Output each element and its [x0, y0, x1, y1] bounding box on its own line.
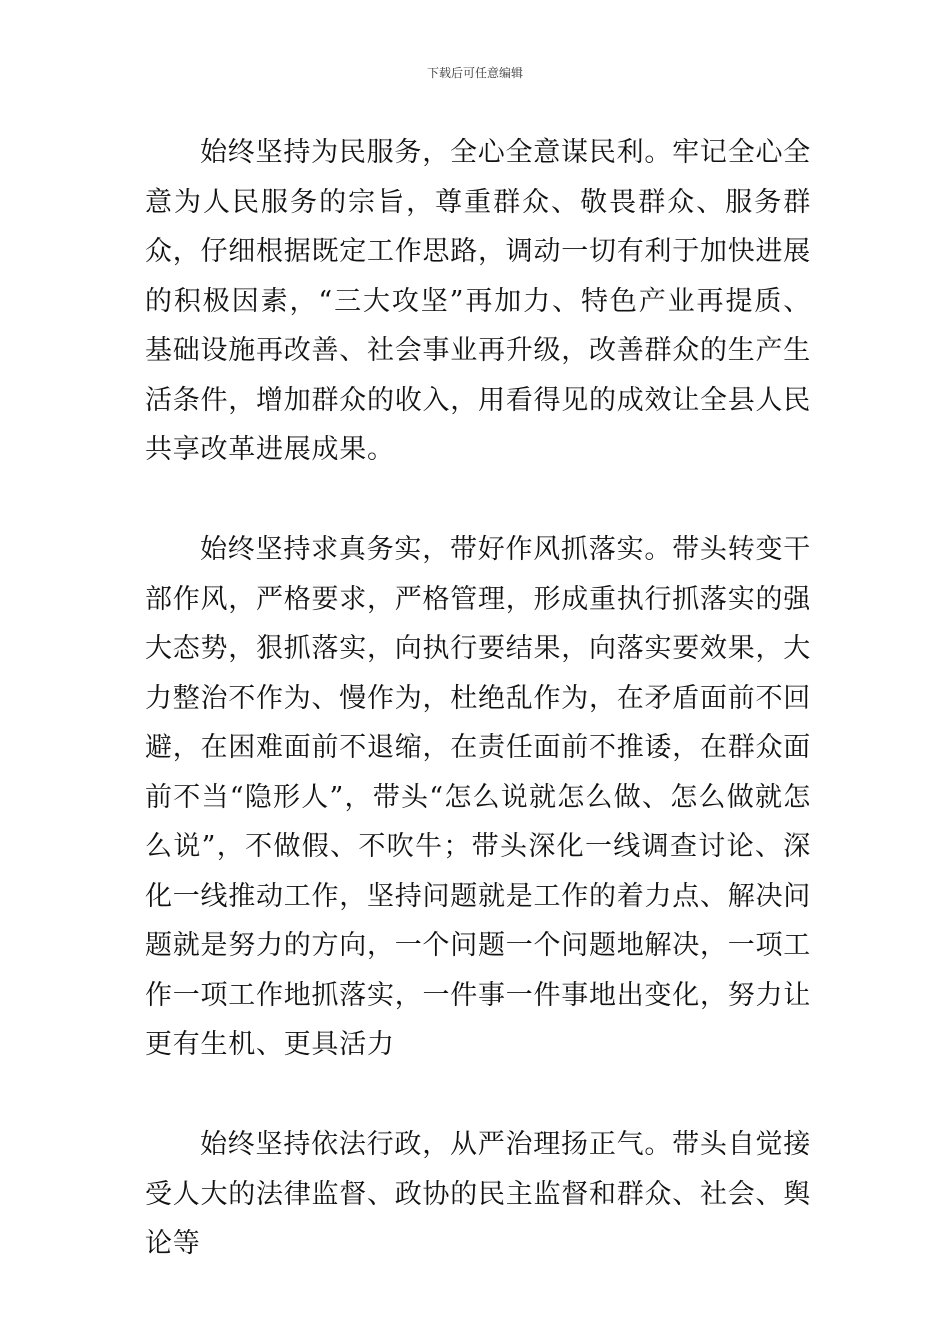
paragraph-rule-of-law: 始终坚持依法行政，从严治理扬正气。带头自觉接受人大的法律监督、政协的民主监督和群众、社会、舆论等	[145, 1129, 811, 1259]
header-note: 下载后可任意编辑	[426, 66, 523, 80]
paragraph-serve-people: 始终坚持为民服务，全心全意谋民利。牢记全心全意为人民服务的宗旨，尊重群众、敬畏群众、服务群众，仔细根据既定工作思路，调动一切有利于加快进展的积极因素，“三大攻坚”再加力、特色产业再提质、基础设施再改善、社会事业再升级，改善群众的生产生活条件，增加群众的收入，用看得见的成效让全县人民共享改革进展成果。	[145, 137, 811, 465]
paragraph-practical-work: 始终坚持求真务实，带好作风抓落实。带头转变干部作风，严格要求，严格管理，形成重执行抓落实的强大态势，狠抓落实，向执行要结果，向落实要效果，大力整治不作为、慢作为，杜绝乱作为，在矛盾面前不回避，在困难面前不退缩，在责任面前不推诿，在群众面前不当“隐形人”，带头“怎么说就怎么做、怎么做就怎么说”，不做假、不吹牛；带头深化一线调查讨论、深化一线推动工作，坚持问题就是工作的着力点、解决问题就是努力的方向，一个问题一个问题地解决，一项工作一项工作地抓落实，一件事一件事地出变化，努力让更有生机、更具活力	[145, 534, 811, 1060]
